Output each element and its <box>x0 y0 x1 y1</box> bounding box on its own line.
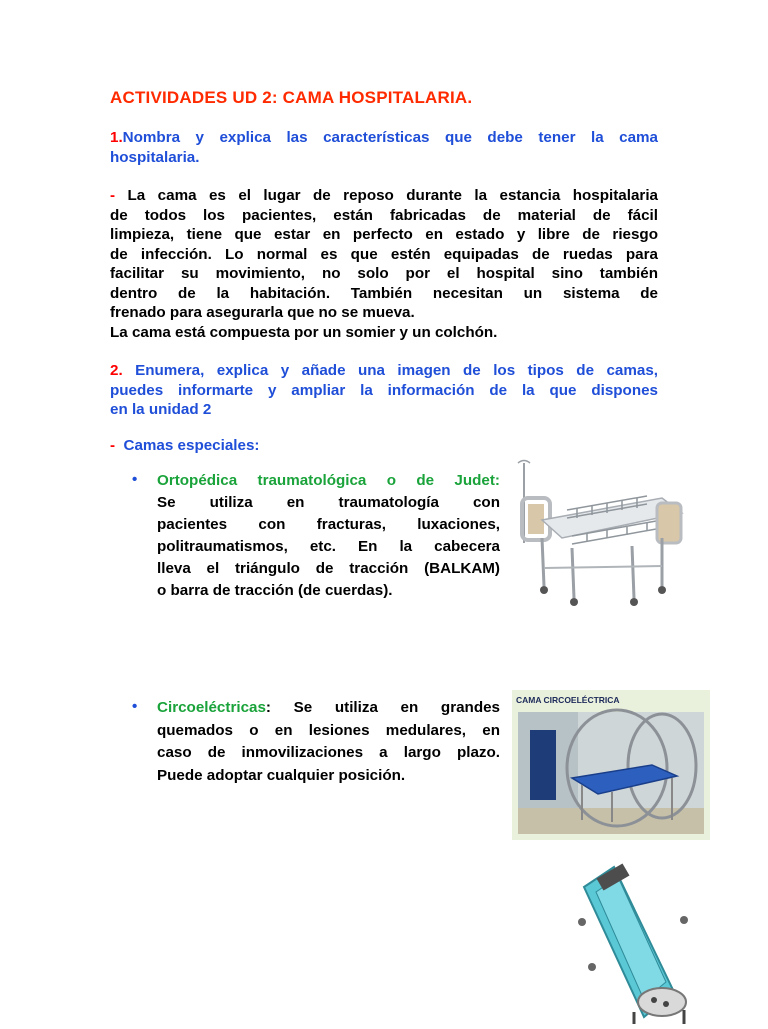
question-1-number: 1. <box>110 129 123 146</box>
item-line: quemados o en lesiones medulares, en <box>157 721 500 739</box>
document-title: ACTIVIDADES UD 2: CAMA HOSPITALARIA. <box>110 88 473 107</box>
answer-1-line: frenado para asegurarla que no se mueva. <box>110 304 415 321</box>
image-caption: CAMA CIRCOELÉCTRICA <box>516 695 620 705</box>
bullet-icon: • <box>132 698 138 715</box>
question-2 <box>110 361 658 420</box>
item-line: Se utiliza en traumatología con <box>157 494 500 511</box>
list-item-circoelectrica <box>157 697 500 787</box>
item-title: Circoeléctricas <box>157 699 266 716</box>
question-2-text-line2: puedes informarte y ampliar la información de la que dispones <box>110 381 658 399</box>
item-line: o barra de tracción (de cuerdas). <box>157 582 393 599</box>
answer-1-line: dentro de la habitación. También necesitan un sistema de <box>110 284 658 302</box>
question-1-text-line1: Nombra y explica las características que debe tener la cama <box>122 129 658 146</box>
item-title: Ortopédica traumatológica o de Judet: <box>157 472 500 489</box>
question-1-text-line2: hospitalaria. <box>110 148 200 166</box>
answer-1-dash: - <box>110 187 116 204</box>
list-item-judet <box>157 470 500 602</box>
question-2-number: 2. <box>110 362 123 379</box>
item-line: pacientes con fracturas, luxaciones, <box>157 516 500 533</box>
section-dash: - <box>110 437 116 454</box>
section-heading <box>110 437 259 454</box>
item-line: caso de inmovilizaciones a largo plazo. <box>157 744 500 761</box>
turquoise-bed-image <box>574 862 704 1024</box>
bullet-icon: • <box>132 471 138 488</box>
item-line: Puede adoptar cualquier posición. <box>157 766 406 784</box>
section-label: Camas especiales: <box>123 437 260 454</box>
circoelectric-bed-image <box>512 690 710 840</box>
answer-1-line: limpieza, tiene que estar en perfecto en estado y libre de riesgo <box>110 226 658 243</box>
answer-1-line: La cama es el lugar de reposo durante la estancia hospitalaria <box>115 187 658 204</box>
orthopedic-bed-image <box>512 458 692 610</box>
question-1 <box>110 128 658 167</box>
answer-1-line: de todos los pacientes, están fabricadas de material de fácil <box>110 206 658 224</box>
question-2-text-line1: Enumera, explica y añade una imagen de los tipos de camas, <box>122 362 658 379</box>
question-2-text-line3: en la unidad 2 <box>110 401 212 418</box>
item-title-rest: : Se utiliza en grandes <box>265 699 500 716</box>
item-line: politraumatismos, etc. En la cabecera <box>157 538 500 555</box>
item-line: lleva el triángulo de tracción (BALKAM) <box>157 560 500 577</box>
answer-1-line: La cama está compuesta por un somier y un colchón. <box>110 323 498 341</box>
answer-1-line: facilitar su movimiento, no solo por el hospital sino también <box>110 265 658 282</box>
answer-1-line: de infección. Lo normal es que estén equipadas de ruedas para <box>110 245 658 263</box>
answer-1 <box>110 186 658 342</box>
